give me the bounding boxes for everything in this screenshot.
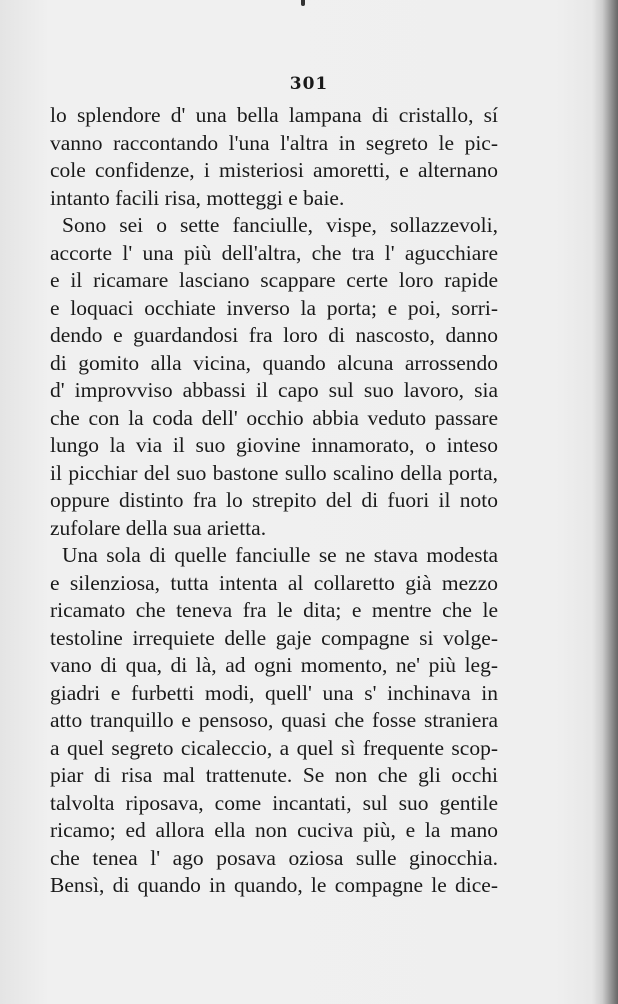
text-line: d' improvviso abbassi il capo sul suo lavoro, sia <box>50 378 498 402</box>
page-gutter-shadow <box>592 0 618 1004</box>
text-line: lungo la via il suo giovine innamorato, o inteso <box>50 433 498 457</box>
text-line: zufolare della sua arietta. <box>50 515 267 540</box>
text-line: talvolta riposava, come incantati, sul suo gentile <box>50 790 498 815</box>
text-line: di gomito alla vicina, quando alcuna arrossendo <box>50 350 498 375</box>
body-text <box>50 102 498 900</box>
text-line: piar di risa mal trattenute. Se non che gli occhi <box>50 763 498 787</box>
text-line: dendo e guardandosi fra loro di nascosto, danno <box>50 323 498 347</box>
text-line: e silenziosa, tutta intenta al collaretto già mezzo <box>50 570 498 595</box>
binding-mark <box>301 0 305 6</box>
text-line: vano di qua, di là, ad ogni momento, ne' più leg- <box>50 653 498 677</box>
text-line: ricamo; ed allora ella non cuciva più, e la mano <box>50 818 498 842</box>
paragraph <box>50 212 498 542</box>
text-line: accorte l' una più dell'altra, che tra l' agucchiare <box>50 240 498 265</box>
text-line: il picchiar del suo bastone sullo scalino della porta, <box>50 460 498 485</box>
text-line: che con la coda dell' occhio abbia veduto passare <box>50 405 498 430</box>
text-line: cole confidenze, i misteriosi amoretti, e alternano <box>50 158 498 182</box>
text-line: vanno raccontando l'una l'altra in segreto le pic- <box>50 130 498 155</box>
text-line: giadri e furbetti modi, quell' una s' inchinava in <box>50 680 498 705</box>
text-line: oppure distinto fra lo strepito del di fuori il noto <box>50 488 498 512</box>
text-line: Sono sei o sette fanciulle, vispe, sollazzevoli, <box>62 213 498 237</box>
text-line: lo splendore d' una bella lampana di cristallo, sí <box>50 103 498 127</box>
text-line: Una sola di quelle fanciulle se ne stava modesta <box>62 543 498 567</box>
paragraph <box>50 102 498 212</box>
text-line: e il ricamare lasciano scappare certe loro rapide <box>50 268 498 292</box>
text-line: Bensì, di quando in quando, le compagne le dice- <box>50 873 498 897</box>
text-line: testoline irrequiete delle gaje compagne si volge- <box>50 625 498 650</box>
text-line: che tenea l' ago posava oziosa sulle ginocchia. <box>50 845 498 870</box>
text-line: e loquaci occhiate inverso la porta; e poi, sorri- <box>50 295 498 320</box>
page-number: 301 <box>289 74 329 94</box>
text-line: ricamato che teneva fra le dita; e mentre che le <box>50 598 498 622</box>
text-line: atto tranquillo e pensoso, quasi che fosse straniera <box>50 708 498 732</box>
text-line: a quel segreto cicaleccio, a quel sì frequente scop- <box>50 735 498 760</box>
paragraph <box>50 542 498 900</box>
text-line: intanto facili risa, motteggi e baie. <box>50 185 345 210</box>
